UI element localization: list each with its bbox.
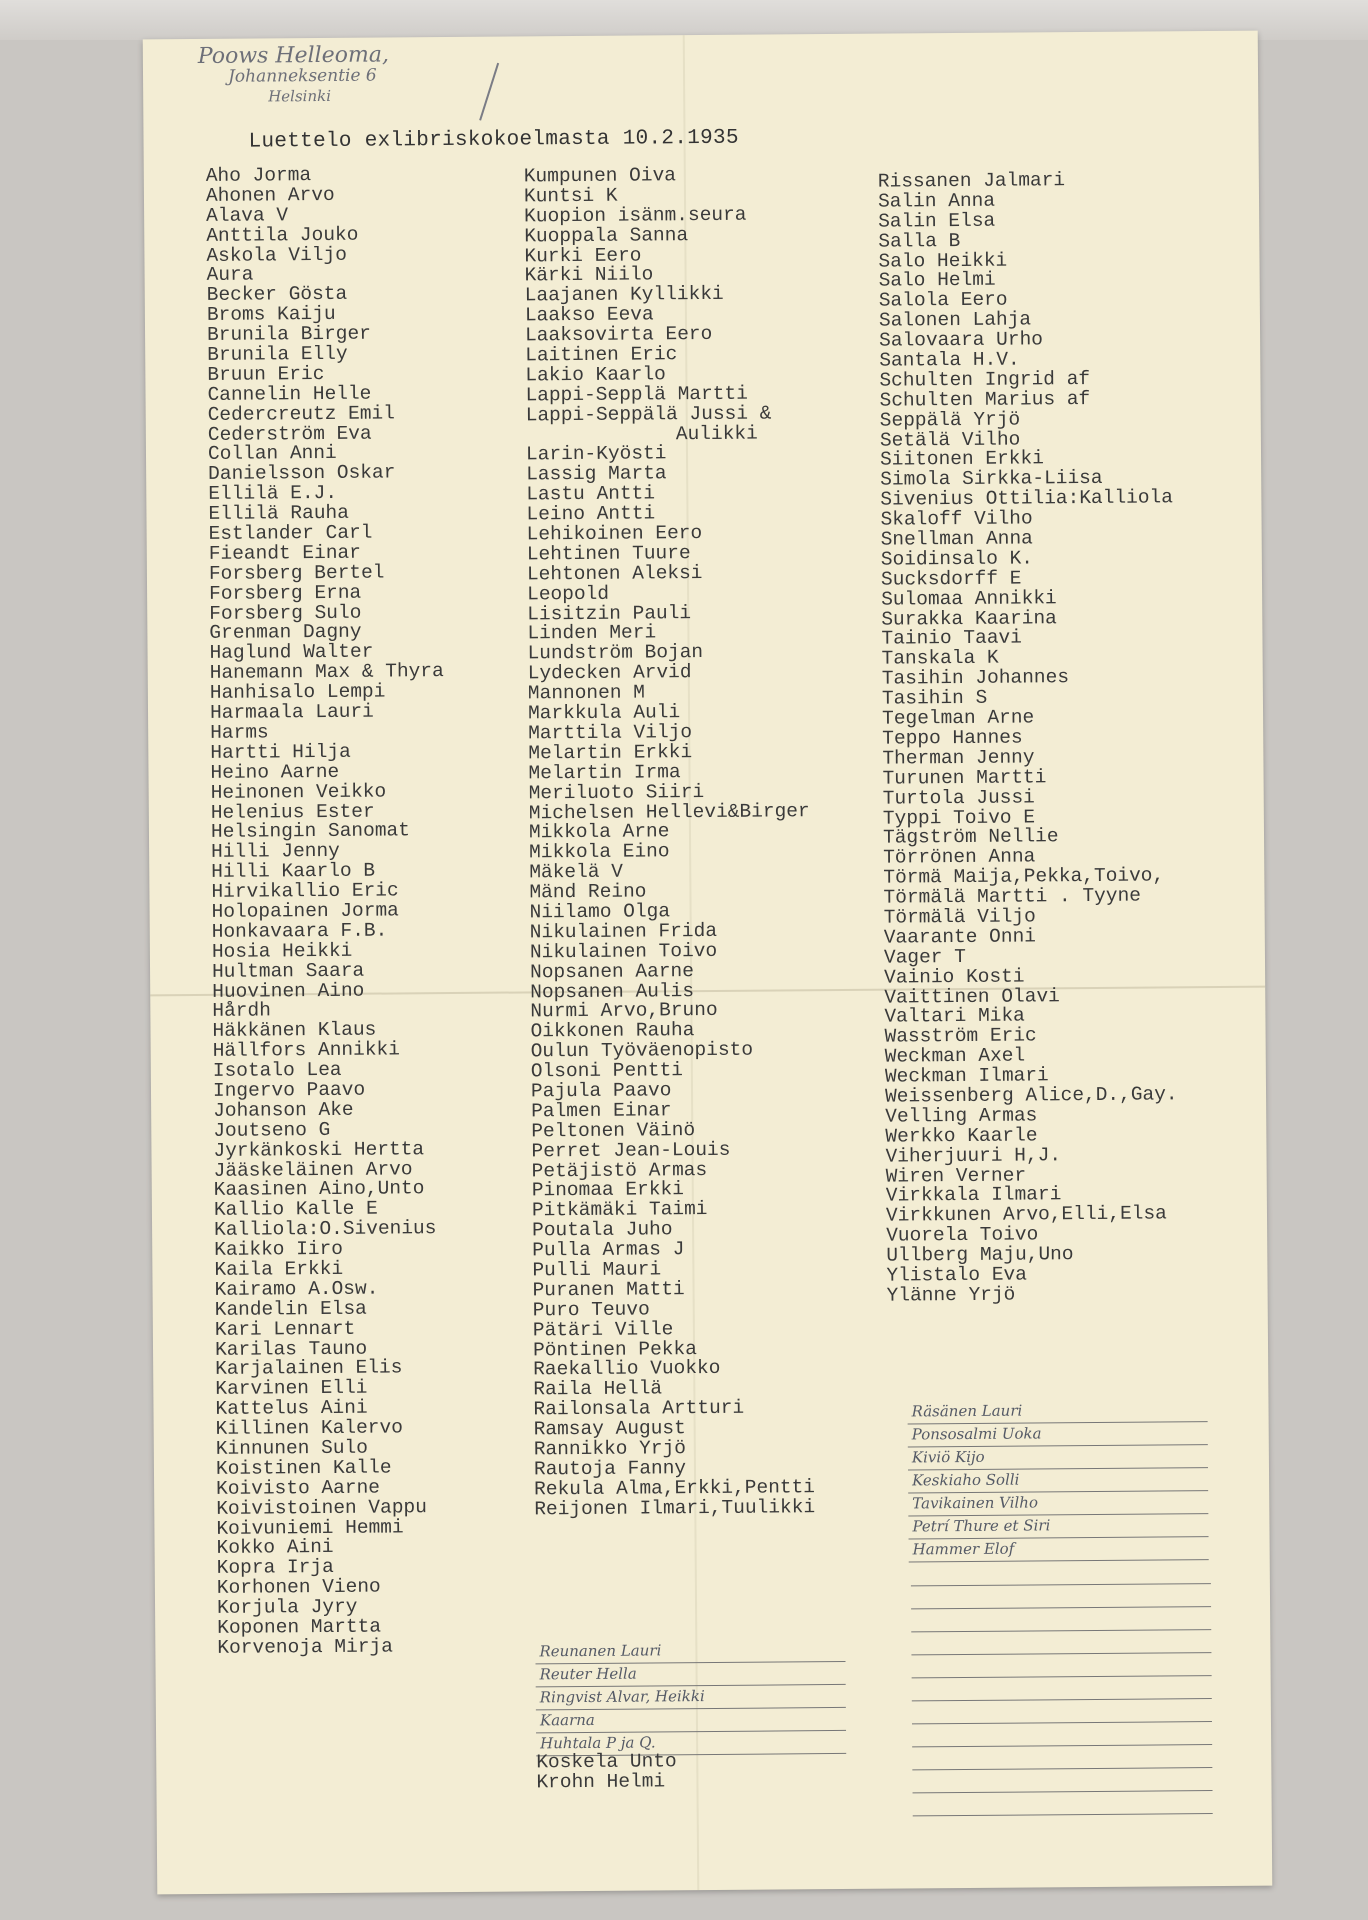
name-entry: Cedercreutz Emil — [207, 402, 395, 426]
name-entry: Skaloff Vilho — [880, 507, 1033, 531]
name-entry: Seppälä Yrjö — [879, 408, 1021, 432]
name-entry: Petäjistö Armas — [531, 1158, 708, 1182]
name-entry: Ylänne Yrjö — [886, 1283, 1016, 1307]
name-entry: Kokko Aini — [216, 1536, 334, 1560]
name-entry: Kurki Eero — [524, 244, 642, 267]
name-entry: Lundström Bojan — [527, 641, 704, 665]
name-entry: Lastu Antti — [526, 482, 656, 506]
name-entry: Laitinen Eric — [525, 343, 678, 367]
blank-line — [911, 1607, 1211, 1632]
name-entry: Kalliola:O.Sivenius — [213, 1217, 437, 1242]
handwritten-entry: Kaarna — [536, 1708, 846, 1733]
name-entry: Harmaala Lauri — [209, 700, 374, 724]
name-entry: Pätäri Ville — [532, 1317, 674, 1342]
name-entry: Lakio Kaarlo — [525, 363, 666, 387]
name-entry: Melartin Irma — [528, 760, 681, 785]
blank-line — [912, 1722, 1212, 1747]
name-entry: Pulla Armas J — [532, 1238, 685, 1262]
blank-line — [911, 1630, 1211, 1655]
name-entry: Fieandt Einar — [208, 541, 361, 565]
name-entry: Salo Heikki — [878, 249, 1008, 273]
name-entry: Lappi-Seppälä Jussi & — [525, 402, 772, 427]
handwritten-list-column-2 — [535, 1639, 846, 1756]
handwritten-entry: Ringvist Alvar, Heikki — [536, 1685, 846, 1710]
name-entry: Poutala Juho — [532, 1218, 673, 1242]
name-entry: Kuoppala Sanna — [524, 223, 689, 248]
name-entry: Virkkunen Arvo,Elli,Elsa — [885, 1202, 1167, 1227]
name-entry: Larin-Kyösti — [525, 442, 667, 466]
name-entry: Askola Viljo — [206, 243, 347, 267]
name-entry: Lehtonen Aleksi — [526, 561, 703, 586]
name-entry: Teppo Hannes — [882, 726, 1023, 750]
handwritten-entry: Hammer Elof — [909, 1537, 1209, 1562]
name-entry: Meriluoto Siiri — [528, 780, 705, 805]
name-entry: Vainio Kosti — [884, 965, 1025, 989]
handwritten-entry: Ponsosalmi Uoka — [908, 1422, 1208, 1447]
name-entry: Aulikki — [675, 422, 758, 445]
name-entry: Olsoni Pentti — [530, 1059, 684, 1083]
name-entry: Weissenberg Alice,D.,Gay. — [884, 1083, 1178, 1108]
name-entry: Mikkola Arne — [528, 820, 670, 844]
name-entry: Hanhisalo Lempi — [209, 680, 386, 705]
name-entry: Typpi Toivo E — [882, 805, 1036, 830]
name-entry: Häkkänen Klaus — [212, 1018, 377, 1043]
name-entry: Viherjuuri H,J. — [885, 1143, 1062, 1168]
name-entry: Tasihin Johannes — [881, 666, 1070, 690]
name-entry: Simola Sirkka-Liisa — [880, 467, 1103, 491]
name-entry: Killinen Kalervo — [215, 1416, 403, 1440]
handwritten-address — [198, 44, 518, 107]
name-entry: Pöntinen Pekka — [532, 1337, 697, 1361]
name-entry: Aho Jorma — [205, 164, 312, 187]
name-entry: Laajanen Kyllikki — [524, 283, 724, 307]
name-entry: Heino Aarne — [210, 760, 340, 784]
name-entry: Anttila Jouko — [206, 223, 359, 247]
name-entry: Sulomaa Annikki — [881, 586, 1057, 611]
name-entry: Koivistoinen Vappu — [216, 1495, 427, 1520]
name-entry: Oikkonen Rauha — [530, 1019, 695, 1043]
name-entry: Koistinen Kalle — [215, 1456, 392, 1480]
name-entry: Danielsson Oskar — [208, 461, 396, 486]
name-entry: Linden Meri — [527, 621, 657, 645]
name-entry: Kaasinen Aino,Unto — [213, 1177, 425, 1202]
name-entry: Salin Elsa — [878, 209, 996, 233]
name-entry: Törmälä Martti . Tyyne — [883, 884, 1142, 909]
name-entry: Korvenoja Mirja — [217, 1635, 393, 1659]
name-entry: Santala H.V. — [879, 348, 1020, 372]
name-entry: Tegelman Arne — [882, 706, 1035, 730]
name-entry: Collan Anni — [207, 442, 337, 466]
name-entry: Kuntsi K — [523, 184, 618, 208]
name-entry: Mannonen M — [527, 681, 645, 705]
name-entry: Mikkola Eino — [529, 840, 670, 864]
name-entry: Lydecken Arvid — [527, 661, 692, 685]
address-line: Poows Helleoma, — [197, 42, 389, 69]
name-entry: Raila Hellä — [533, 1377, 663, 1401]
blank-line — [911, 1584, 1211, 1609]
name-entry: Lappi-Sepplä Martti — [525, 382, 748, 407]
name-entry: Korjula Jyry — [216, 1595, 358, 1619]
blank-line — [912, 1745, 1212, 1770]
name-entry: Lehikoinen Eero — [526, 522, 703, 546]
handwritten-entry: Petrí Thure et Siri — [908, 1514, 1208, 1539]
address-line: Johanneksentie 6 — [227, 65, 377, 87]
name-entry: Kairamo A.Osw. — [214, 1277, 379, 1301]
name-entry: Schulten Ingrid af — [879, 367, 1091, 392]
name-entry: Nurmi Arvo,Bruno — [530, 999, 718, 1023]
name-column-1 — [206, 165, 452, 1659]
name-entry: Hällfors Annikki — [212, 1038, 400, 1063]
handwritten-entry: Keskiaho Solli — [908, 1468, 1208, 1493]
name-entry: Broms Kaiju — [206, 303, 336, 327]
name-entry: Huovinen Aino — [212, 979, 365, 1003]
name-entry: Grenman Dagny — [209, 621, 362, 645]
name-entry: Kattelus Aini — [215, 1396, 368, 1421]
name-entry: Melartin Erkki — [528, 740, 693, 765]
name-entry: Ylistalo Eva — [886, 1263, 1027, 1287]
name-entry: Salla B — [878, 229, 961, 253]
name-entry: Salin Anna — [877, 189, 996, 213]
document-title: Luettelo exlibriskokoelmasta 10.2.1935 — [248, 126, 739, 154]
name-entry: Wiren Verner — [885, 1164, 1027, 1188]
name-entry: Ahonen Arvo — [205, 183, 335, 207]
name-entry: Brunila Elly — [207, 342, 348, 366]
name-entry: Nikulainen Frida — [529, 919, 718, 944]
blank-line — [911, 1561, 1211, 1586]
name-entry: Mänd Reino — [529, 880, 647, 904]
name-entry: Ellilä E.J. — [208, 482, 338, 506]
name-entry: Becker Gösta — [206, 283, 348, 307]
name-entry: Wasström Eric — [884, 1024, 1037, 1048]
name-entry: Snellman Anna — [880, 527, 1033, 551]
name-entry: Hanemann Max & Thyra — [209, 660, 444, 685]
name-entry: Tainio Taavi — [881, 627, 1022, 651]
name-entry: Helenius Ester — [210, 800, 375, 824]
name-entry: Turtola Jussi — [882, 786, 1035, 810]
name-entry: Surakka Kaarina — [881, 606, 1057, 631]
name-entry: Forsberg Sulo — [209, 601, 362, 625]
name-entry: Weckman Ilmari — [884, 1064, 1049, 1088]
name-column-2-after — [536, 1752, 677, 1793]
name-entry: Mäkelä V — [529, 860, 623, 884]
blank-line — [912, 1699, 1212, 1724]
name-entry: Aura — [206, 263, 254, 287]
name-entry: Johanson Ake — [213, 1098, 354, 1122]
name-entry: Cederström Eva — [207, 422, 372, 446]
document-page — [143, 31, 1273, 1895]
handwritten-entry: Kiviö Kijo — [908, 1445, 1208, 1470]
name-entry: Vaarante Onni — [883, 925, 1037, 949]
name-entry: Hosia Heikki — [211, 939, 353, 963]
name-entry: Heinonen Veikko — [210, 780, 387, 804]
name-entry: Lassig Marta — [526, 462, 667, 486]
name-entry: Werkko Kaarle — [885, 1124, 1038, 1148]
name-entry: Peltonen Väinö — [531, 1118, 696, 1143]
name-entry: Palmen Einar — [531, 1099, 672, 1123]
name-entry: Laaksovirta Eero — [524, 323, 713, 347]
name-entry: Harms — [210, 721, 269, 744]
name-entry: Rekula Alma,Erkki,Pentti — [534, 1475, 816, 1501]
name-entry: Setälä Vilho — [879, 428, 1021, 452]
name-entry: Vaittinen Olavi — [884, 984, 1060, 1009]
handwritten-entry: Tavikainen Vilho — [908, 1491, 1208, 1516]
name-entry: Kuopion isänm.seura — [524, 203, 747, 228]
name-entry: Soidinsalo K. — [880, 547, 1034, 571]
name-entry: Törmä Maija,Pekka,Toivo, — [883, 864, 1165, 889]
name-entry: Hårdh — [212, 999, 271, 1023]
name-entry: Kaikko Iiro — [214, 1237, 344, 1261]
name-entry: Forsberg Bertel — [208, 561, 385, 585]
name-entry: Virkkala Ilmari — [885, 1183, 1062, 1208]
handwritten-entry: Huhtala P ja Q. — [536, 1731, 846, 1756]
name-entry: Koivisto Aarne — [216, 1476, 381, 1500]
name-entry: Ellilä Rauha — [208, 501, 349, 526]
name-entry: Pitkämäki Taimi — [531, 1198, 708, 1222]
name-entry: Tanskala K — [881, 647, 999, 670]
name-entry: Puranen Matti — [532, 1278, 685, 1302]
name-column-3 — [878, 170, 1179, 1306]
name-entry: Lehtinen Tuure — [526, 542, 691, 566]
name-entry: Jääskeläinen Arvo — [213, 1157, 413, 1182]
name-column-2 — [524, 165, 815, 1520]
address-line: Helsinki — [268, 86, 332, 106]
name-entry: Nopsanen Aulis — [530, 979, 695, 1003]
name-entry: Sucksdorff E — [880, 567, 1022, 591]
name-entry: Sivenius Ottilia:Kalliola — [880, 486, 1174, 511]
name-entry: Leino Antti — [526, 502, 656, 526]
name-entry: Krohn Helmi — [536, 1770, 666, 1794]
name-entry: Ramsay August — [533, 1417, 686, 1441]
name-entry: Hirvikallio Eric — [211, 879, 399, 903]
name-entry: Ingervo Paavo — [212, 1078, 366, 1102]
name-entry: Perret Jean-Louis — [531, 1138, 731, 1163]
name-entry: Joutseno G — [213, 1118, 331, 1142]
name-entry: Hultman Saara — [211, 959, 365, 983]
name-entry: Honkavaara F.B. — [211, 919, 388, 943]
name-entry: Estlander Carl — [208, 521, 373, 545]
name-entry: Kallio Kalle E — [213, 1197, 378, 1222]
name-entry: Weckman Axel — [884, 1044, 1026, 1068]
name-entry: Siitonen Erkki — [879, 447, 1044, 472]
blank-lines-column-3 — [911, 1561, 1213, 1816]
name-entry: Kari Lennart — [214, 1317, 356, 1341]
name-entry: Puro Teuvo — [532, 1298, 650, 1322]
blank-line — [911, 1653, 1211, 1678]
name-entry: Hilli Kaarlo B — [211, 859, 376, 884]
name-entry: Rannikko Yrjö — [533, 1437, 687, 1461]
name-entry: Nikulainen Toivo — [529, 939, 718, 964]
name-entry: Bruun Eric — [207, 362, 325, 386]
name-entry: Ullberg Maju,Uno — [886, 1243, 1074, 1267]
name-entry: Tägström Nellie — [882, 825, 1059, 850]
name-entry: Karilas Tauno — [214, 1337, 368, 1361]
name-entry: Pajula Paavo — [530, 1079, 672, 1103]
blank-line — [912, 1768, 1212, 1793]
name-entry: Reijonen Ilmari,Tuulikki — [534, 1495, 816, 1521]
name-entry: Kopra Irja — [216, 1556, 334, 1580]
name-entry: Lisitzin Pauli — [527, 601, 692, 625]
name-entry: Forsberg Erna — [209, 581, 362, 605]
handwritten-list-column-3 — [907, 1399, 1208, 1562]
name-entry: Koskela Unto — [536, 1750, 677, 1774]
name-entry: Korhonen Vieno — [216, 1575, 381, 1600]
name-entry: Salonen Lahja — [878, 308, 1032, 332]
name-entry: Alava V — [206, 204, 289, 227]
name-entry: Rissanen Jalmari — [877, 169, 1066, 193]
name-entry: Rautoja Fanny — [533, 1457, 687, 1481]
name-entry: Törrönen Anna — [883, 845, 1036, 869]
name-entry: Turunen Martti — [882, 766, 1047, 790]
name-entry: Karvinen Elli — [215, 1377, 368, 1401]
name-entry: Laakso Eeva — [524, 303, 654, 327]
name-entry: Isotalo Lea — [212, 1058, 342, 1082]
name-entry: Kaila Erkki — [214, 1257, 344, 1281]
name-entry: Törmälä Viljo — [883, 905, 1036, 929]
name-entry: Hilli Jenny — [211, 840, 340, 864]
name-entry: Karjalainen Elis — [215, 1356, 403, 1381]
name-entry: Markkula Auli — [527, 701, 681, 725]
name-entry: Jyrkänkoski Hertta — [213, 1137, 425, 1162]
name-entry: Valtari Mika — [884, 1004, 1025, 1029]
name-entry: Kumpunen Oiva — [523, 164, 677, 188]
name-entry: Vuorela Toivo — [886, 1223, 1039, 1247]
handwritten-entry: Reuter Hella — [536, 1662, 846, 1687]
name-entry: Railonsala Artturi — [533, 1396, 745, 1421]
name-entry: Kärki Niilo — [524, 263, 654, 287]
handwritten-entry: Räsänen Lauri — [907, 1399, 1207, 1424]
handwritten-entry: Reunanen Lauri — [535, 1639, 845, 1664]
name-entry: Holopainen Jorma — [211, 899, 399, 923]
name-entry: Kinnunen Sulo — [215, 1436, 369, 1460]
name-entry: Koponen Martta — [217, 1615, 382, 1639]
name-entry: Leopold — [527, 582, 610, 606]
name-entry: Pulli Mauri — [532, 1258, 662, 1282]
name-entry: Niilamo Olga — [529, 900, 671, 924]
name-entry: Cannelin Helle — [207, 382, 372, 406]
name-entry: Tasihin S — [881, 686, 988, 710]
name-entry: Hartti Hilja — [210, 740, 351, 764]
name-entry: Oulun Työväenopisto — [530, 1038, 754, 1063]
name-entry: Raekallio Vuokko — [533, 1357, 721, 1381]
name-entry: Koivuniemi Hemmi — [216, 1515, 404, 1540]
name-entry: Schulten Marius af — [879, 387, 1091, 412]
name-entry: Velling Armas — [885, 1104, 1038, 1128]
name-entry: Kandelin Elsa — [214, 1297, 367, 1321]
blank-line — [912, 1676, 1212, 1701]
name-entry: Helsingin Sanomat — [210, 819, 410, 844]
name-entry: Marttila Viljo — [528, 721, 693, 745]
name-entry: Salola Eero — [878, 288, 1008, 312]
name-entry: Nopsanen Aarne — [529, 959, 694, 984]
name-entry: Haglund Walter — [209, 640, 374, 665]
blank-line — [913, 1791, 1213, 1816]
name-entry: Therman Jenny — [882, 746, 1035, 770]
name-entry: Pinomaa Erkki — [531, 1178, 684, 1202]
name-entry: Vager T — [883, 945, 966, 969]
name-entry: Salovaara Urho — [879, 328, 1044, 352]
name-entry: Brunila Birger — [206, 322, 371, 347]
name-entry: Michelsen Hellevi&Birger — [528, 799, 810, 824]
name-entry: Salo Helmi — [878, 269, 996, 293]
